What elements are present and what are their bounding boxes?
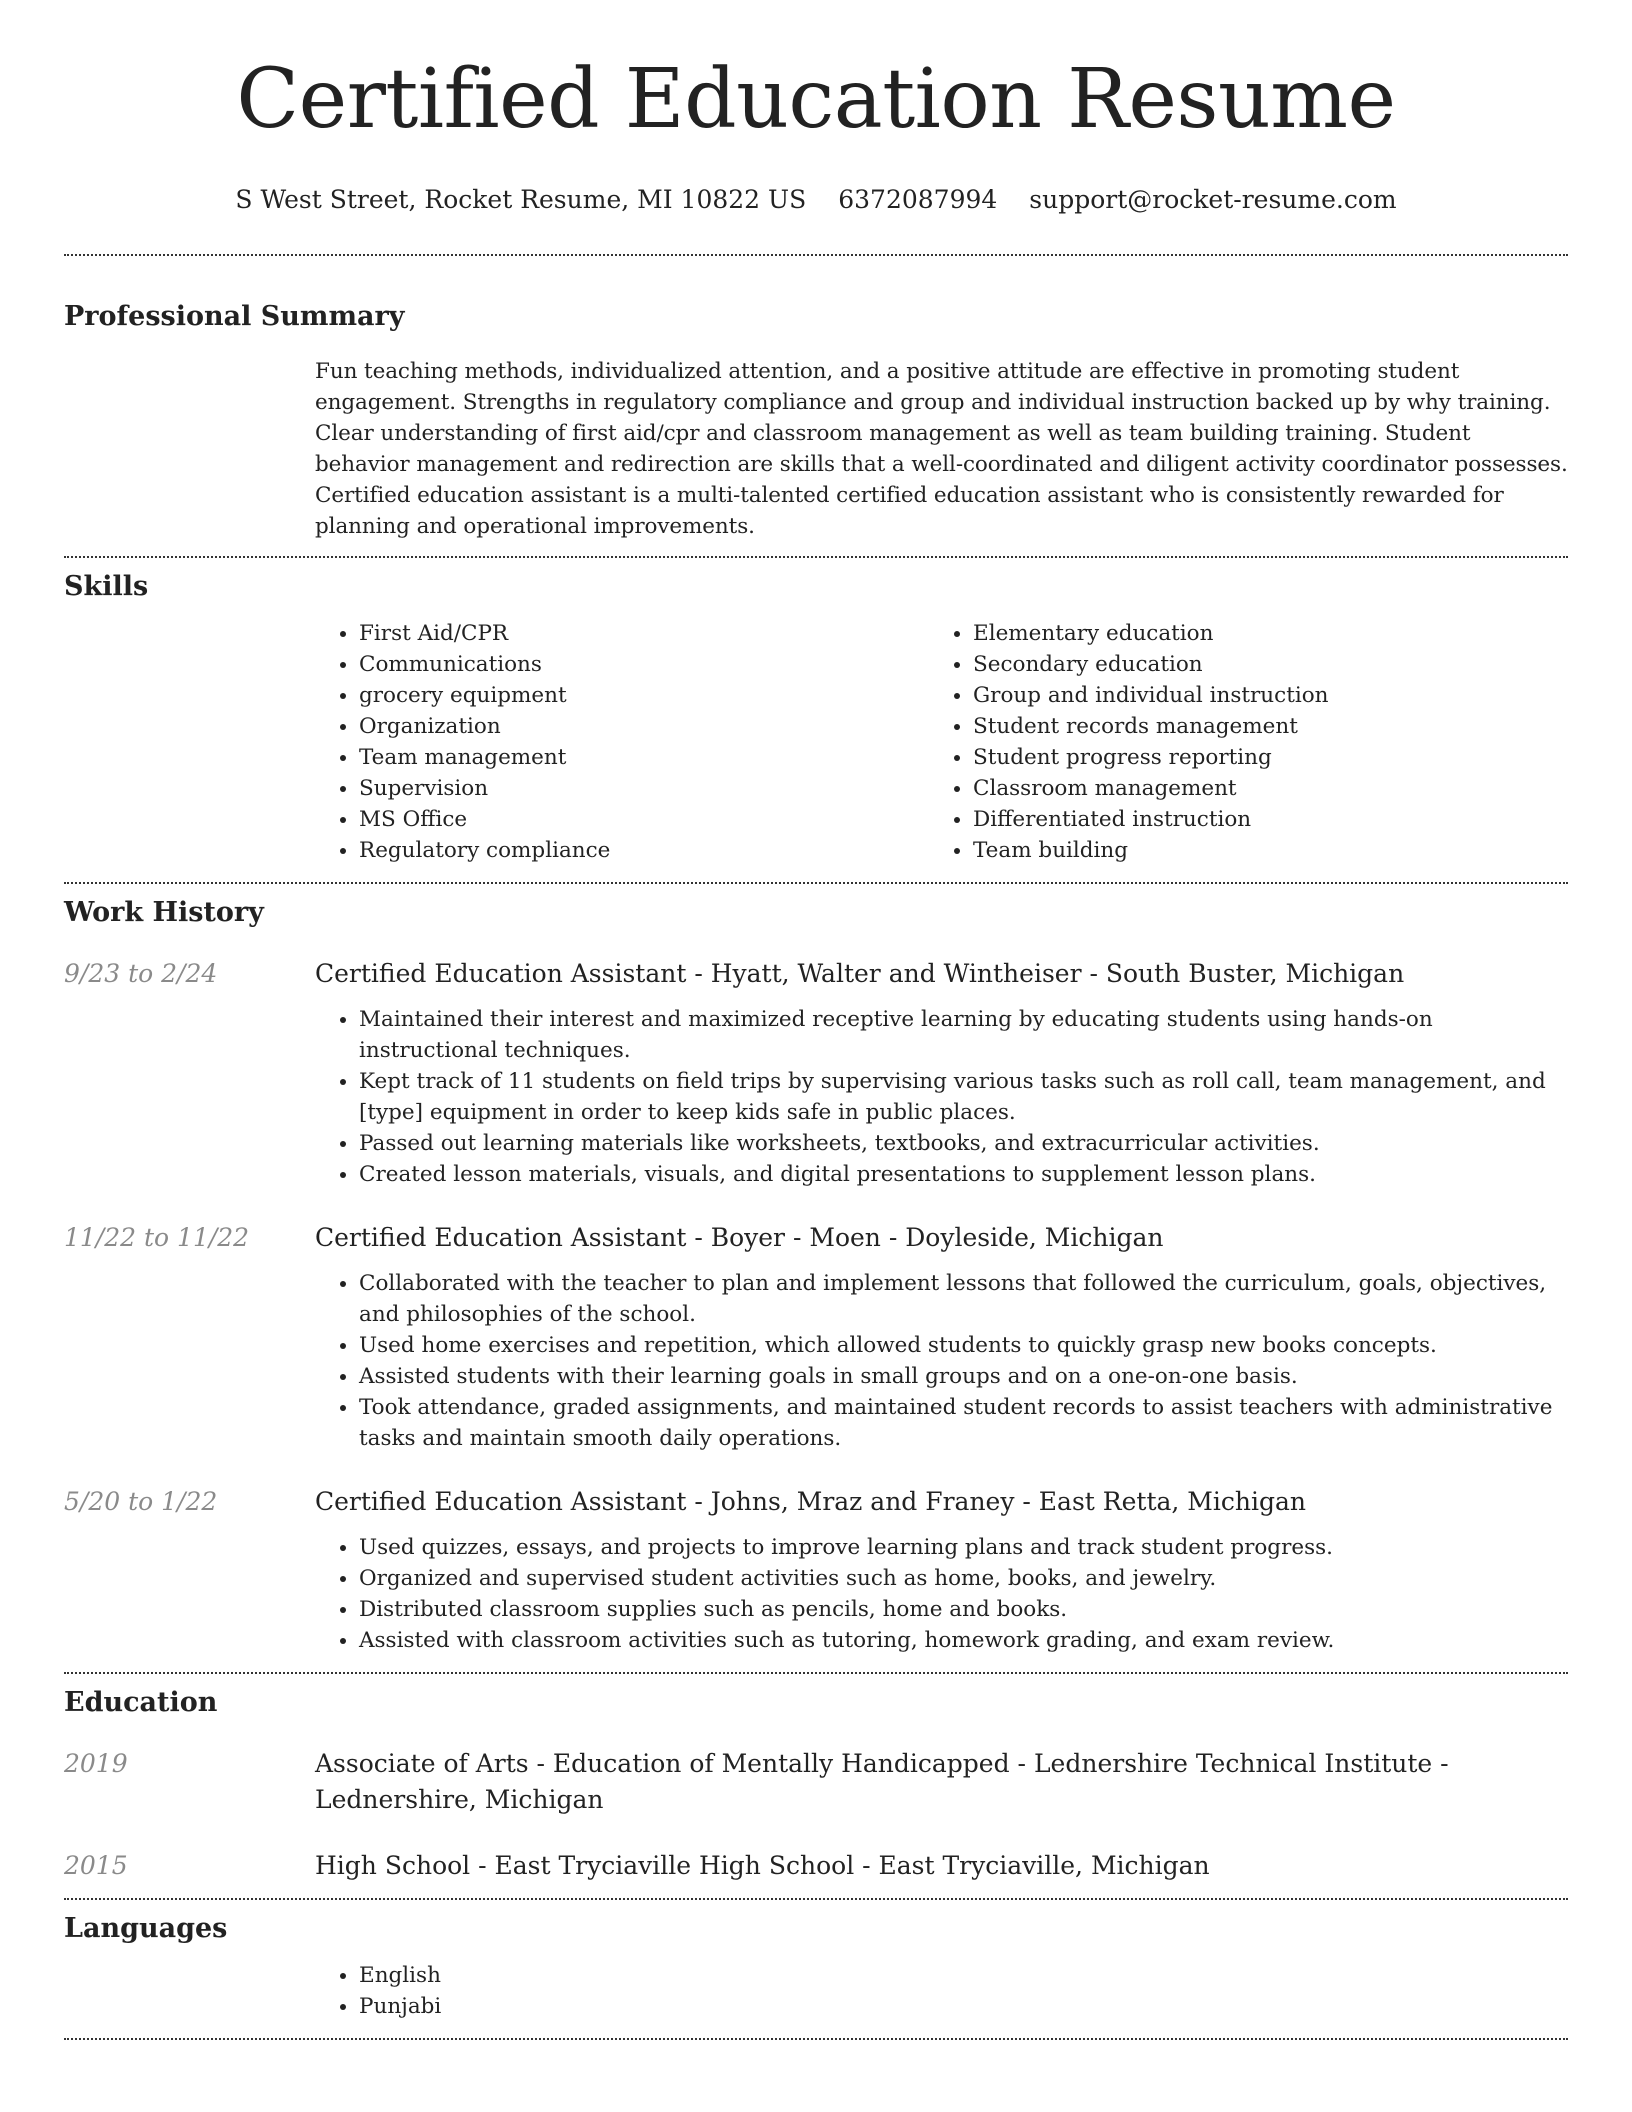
- job-bullet: • Assisted with classroom activities such as tutoring, homework grading, and exam review.: [359, 1625, 1568, 1656]
- skill-item: • Team management: [359, 742, 929, 773]
- skill-item: • Differentiated instruction: [973, 804, 1543, 835]
- section-divider: [64, 2038, 1568, 2040]
- job-entry: [64, 956, 1568, 1190]
- job-title: Certified Education Assistant: [315, 1223, 687, 1252]
- skill-item: • MS Office: [359, 804, 929, 835]
- job-date: 5/20 to 1/22: [64, 1487, 218, 1516]
- language-item: • English: [359, 1960, 1568, 1991]
- skill-item: • grocery equipment: [359, 680, 929, 711]
- summary-text: Fun teaching methods, individualized attention, and a positive attitude are effective in promoting student engagement. Strengths in regulatory compliance and group and individual instruction backed up by why training. Clear understanding of first aid/cpr and classroom management as well as team building training. Student behavior management and redirection are skills that a well-coordinated and diligent activity coordinator possesses. Certified education assistant is a multi-talented certified education assistant who is consistently rewarded for planning and operational improvements.: [315, 359, 1568, 539]
- skill-item: • Secondary education: [973, 649, 1543, 680]
- degree-title: Associate of Arts - Education of Mentally Handicapped: [315, 1749, 1010, 1778]
- job-heading: [315, 1220, 1568, 1256]
- job-title: Certified Education Assistant: [315, 959, 687, 988]
- school-info: - East Tryciaville High School - East Tryciaville, Michigan: [470, 1851, 1210, 1880]
- job-bullet: • Took attendance, graded assignments, and maintained student records to assist teachers with administrative tasks and maintain smooth daily operations.: [359, 1392, 1568, 1454]
- job-bullet: • Used home exercises and repetition, which allowed students to quickly grasp new books concepts.: [359, 1330, 1568, 1361]
- job-entry: [64, 1484, 1568, 1656]
- section-title-languages: Languages: [64, 1913, 228, 1944]
- degree-title: High School: [315, 1851, 471, 1880]
- resume-name: Certified Education Resume: [236, 52, 1396, 147]
- job-title: Certified Education Assistant: [315, 1487, 687, 1516]
- education-entry: [64, 1848, 1568, 1884]
- languages-list: [315, 1960, 1568, 2022]
- job-employer: - Hyatt, Walter and Wintheiser - South Buster, Michigan: [686, 959, 1405, 988]
- job-bullet: • Collaborated with the teacher to plan and implement lessons that followed the curriculum, goals, objectives, and philosophies of the school.: [359, 1268, 1568, 1330]
- contact-phone: 6372087994: [838, 185, 998, 214]
- work-history-section: [64, 884, 1568, 1656]
- job-bullet: • Created lesson materials, visuals, and digital presentations to supplement lesson plans.: [359, 1159, 1568, 1190]
- job-bullet: • Kept track of 11 students on field trips by supervising various tasks such as roll call, team management, and [type] equipment in order to keep kids safe in public places.: [359, 1066, 1568, 1128]
- job-bullet: • Maintained their interest and maximized receptive learning by educating students using hands-on instructional techniques.: [359, 1004, 1568, 1066]
- section-title-summary: Professional Summary: [64, 301, 405, 332]
- education-date: 2015: [64, 1851, 128, 1880]
- education-heading: [315, 1848, 1568, 1884]
- job-bullets: [315, 1532, 1568, 1656]
- skill-item: • Group and individual instruction: [973, 680, 1543, 711]
- job-heading: [315, 1484, 1568, 1520]
- education-date: 2019: [64, 1749, 128, 1778]
- contact-email: support@rocket-resume.com: [1029, 185, 1397, 214]
- job-employer: - Boyer - Moen - Doyleside, Michigan: [686, 1223, 1164, 1252]
- job-bullet: • Passed out learning materials like worksheets, textbooks, and extracurricular activities.: [359, 1128, 1568, 1159]
- skill-item: • Classroom management: [973, 773, 1543, 804]
- contact-line: [64, 184, 1568, 216]
- skills-list: [315, 618, 1568, 866]
- job-bullet: • Organized and supervised student activities such as home, books, and jewelry.: [359, 1563, 1568, 1594]
- section-title-work: Work History: [64, 897, 264, 928]
- skills-column-1: [315, 618, 929, 866]
- summary-section: [64, 256, 1568, 542]
- contact-address: S West Street, Rocket Resume, MI 10822 US: [235, 185, 807, 214]
- languages-section: [64, 1900, 1568, 2022]
- job-bullet: • Distributed classroom supplies such as pencils, home and books.: [359, 1594, 1568, 1625]
- section-title-education: Education: [64, 1687, 218, 1718]
- education-entry: [64, 1746, 1568, 1818]
- education-section: [64, 1674, 1568, 1884]
- skill-item: • Organization: [359, 711, 929, 742]
- skill-item: • Supervision: [359, 773, 929, 804]
- job-bullets: [315, 1268, 1568, 1454]
- job-bullet: • Used quizzes, essays, and projects to improve learning plans and track student progress.: [359, 1532, 1568, 1563]
- education-heading: [315, 1746, 1568, 1818]
- resume-header: [64, 0, 1568, 216]
- job-date: 11/22 to 11/22: [64, 1223, 250, 1252]
- skill-item: • Elementary education: [973, 618, 1543, 649]
- skill-item: • Team building: [973, 835, 1543, 866]
- skill-item: • First Aid/CPR: [359, 618, 929, 649]
- job-bullets: [315, 1004, 1568, 1190]
- skill-item: • Regulatory compliance: [359, 835, 929, 866]
- skill-item: • Student records management: [973, 711, 1543, 742]
- job-employer: - Johns, Mraz and Franey - East Retta, Michigan: [686, 1487, 1306, 1516]
- job-bullet: • Assisted students with their learning goals in small groups and on a one-on-one basis.: [359, 1361, 1568, 1392]
- skill-item: • Student progress reporting: [973, 742, 1543, 773]
- skill-item: • Communications: [359, 649, 929, 680]
- section-title-skills: Skills: [64, 571, 149, 602]
- school-info: - Lednershire Technical Institute - Lednershire, Michigan: [315, 1749, 1449, 1814]
- language-item: • Punjabi: [359, 1991, 1568, 2022]
- job-entry: [64, 1220, 1568, 1454]
- skills-section: [64, 558, 1568, 866]
- job-heading: [315, 956, 1568, 992]
- job-date: 9/23 to 2/24: [64, 959, 218, 988]
- skills-column-2: [929, 618, 1543, 866]
